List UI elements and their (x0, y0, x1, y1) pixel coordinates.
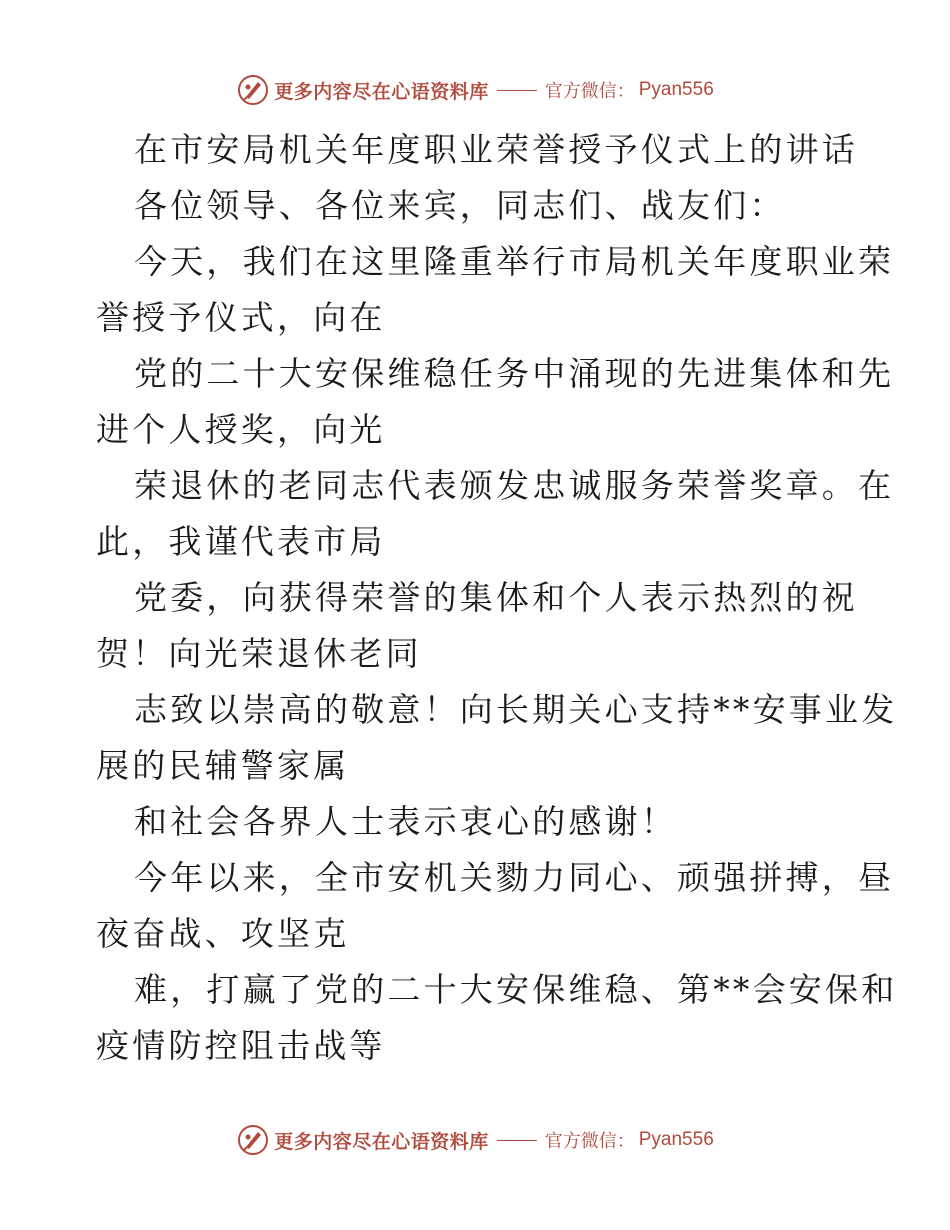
paragraph-line: 疫情防控阻击战等 (96, 1026, 386, 1065)
document-title: 在市安局机关年度职业荣誉授予仪式上的讲话 (134, 130, 858, 169)
salutation: 各位领导、各位来宾，同志们、战友们： (134, 186, 786, 225)
paragraph-line: 党的二十大安保维稳任务中涌现的先进集体和先 (134, 354, 895, 393)
quill-pen-logo-icon (236, 73, 270, 107)
header-banner (0, 70, 950, 110)
paragraph-line: 党委，向获得荣誉的集体和个人表示热烈的祝 (134, 578, 858, 617)
banner-official-label: 官方微信： (544, 81, 635, 102)
document-body (96, 122, 898, 1074)
banner-divider (497, 1140, 537, 1141)
banner-title: 更多内容尽在心语资料库 (274, 1130, 489, 1153)
paragraph-line: 今天，我们在这里隆重举行市局机关年度职业荣 (134, 242, 895, 281)
footer-banner (0, 1120, 950, 1160)
banner-wechat-id: Pyan556 (638, 79, 714, 100)
banner-official-label: 官方微信： (544, 1131, 635, 1152)
paragraph-line: 誉授予仪式，向在 (96, 298, 386, 337)
paragraph-line: 志致以崇高的敬意！向长期关心支持**安事业发 (134, 690, 898, 729)
paragraph-line: 和社会各界人士表示衷心的感谢！ (134, 802, 677, 841)
paragraph-line: 展的民辅警家属 (96, 746, 350, 785)
paragraph-line: 今年以来，全市安机关勠力同心、顽强拼搏，昼 (134, 858, 895, 897)
banner-divider (497, 90, 537, 91)
paragraph-line: 此，我谨代表市局 (96, 522, 386, 561)
paragraph-line: 难，打赢了党的二十大安保维稳、第**会安保和 (134, 970, 898, 1009)
banner-title: 更多内容尽在心语资料库 (274, 80, 489, 103)
paragraph-line: 进个人授奖，向光 (96, 410, 386, 449)
quill-pen-logo-icon (236, 1123, 270, 1157)
paragraph-line: 贺！向光荣退休老同 (96, 634, 422, 673)
banner-wechat-id: Pyan556 (638, 1129, 714, 1150)
paragraph-line: 荣退休的老同志代表颁发忠诚服务荣誉奖章。在 (134, 466, 895, 505)
paragraph-line: 夜奋战、攻坚克 (96, 914, 350, 953)
